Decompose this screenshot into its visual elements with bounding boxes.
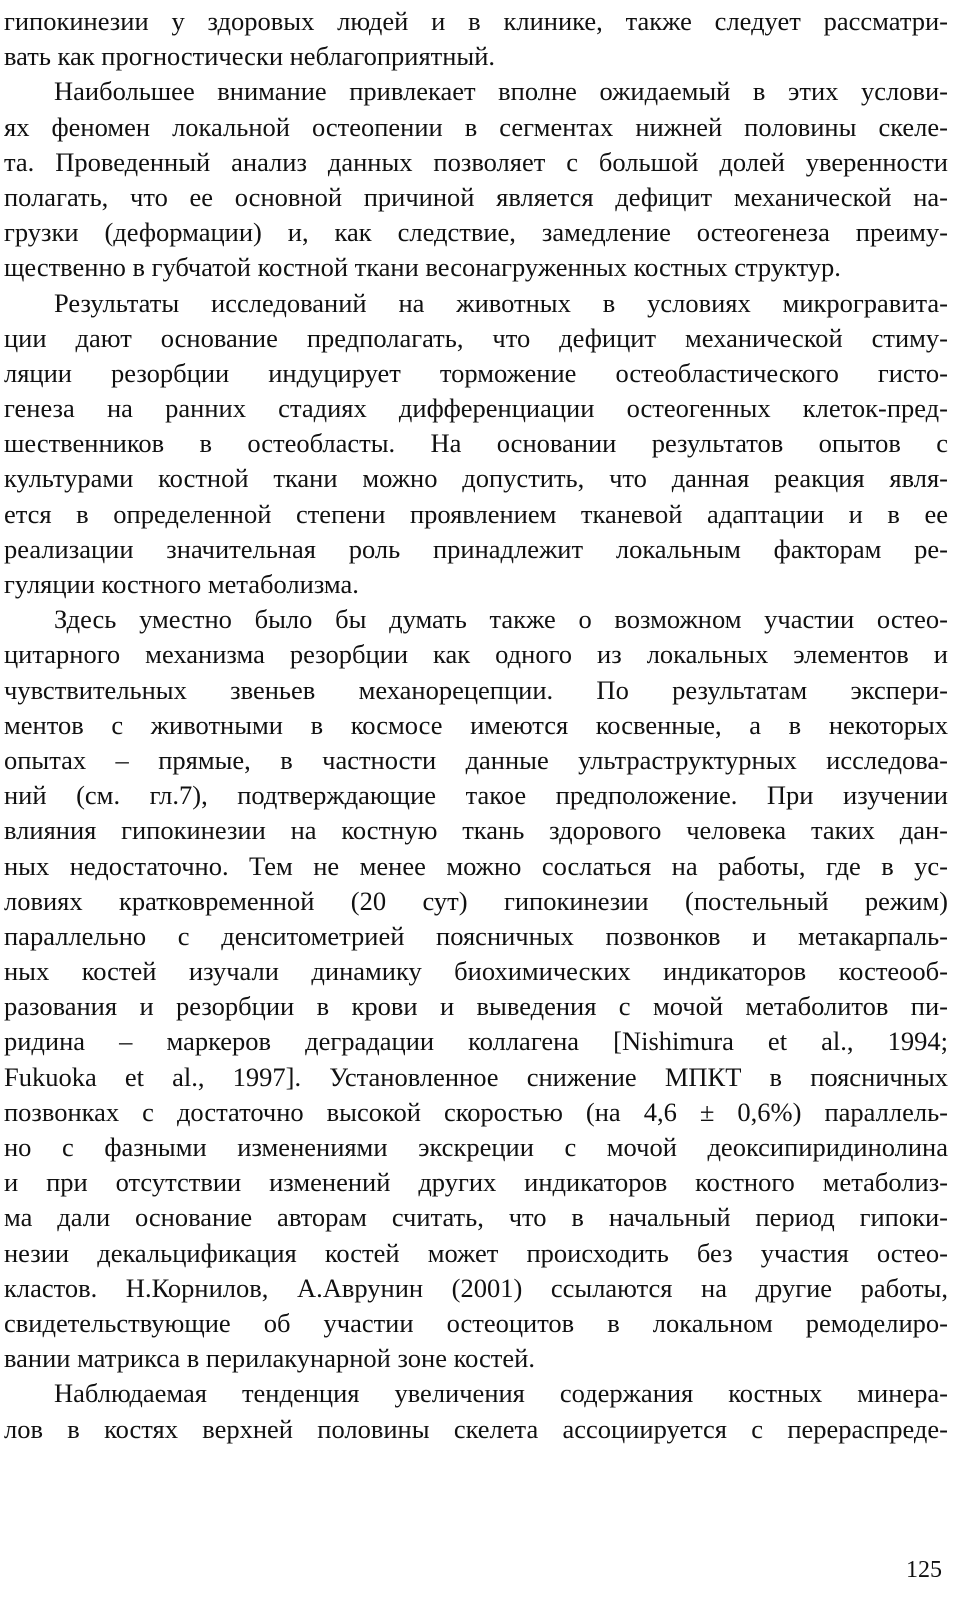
text-line: щественно в губчатой костной ткани весонагруженных костных структур. <box>4 252 841 283</box>
text-line: Результаты исследований на животных в условиях микрогравита- <box>54 287 948 318</box>
text-line: разования и резорбции в крови и выведения с мочой метаболитов пи- <box>4 991 948 1022</box>
text-line: вать как прогностически неблагоприятный. <box>4 41 496 72</box>
text-line: ции дают основание предполагать, что дефицит механической стиму- <box>4 322 948 353</box>
text-line: параллельно с денситометрией поясничных позвонков и метакарпаль- <box>4 920 948 951</box>
text-line: ях феномен локальной остеопении в сегментах нижней половины скеле- <box>4 111 948 142</box>
text-line: гипокинезии у здоровых людей и в клинике, также следует рассматри- <box>4 6 948 36</box>
text-line: Fukuoka et al., 1997]. Установленное снижение МПКТ в поясничных <box>4 1061 948 1092</box>
text-line: ется в определенной степени проявлением тканевой адаптации и в ее <box>4 498 948 529</box>
text-line: ловиях кратковременной (20 сут) гипокинезии (постельный режим) <box>4 885 948 916</box>
text-line: чувствительных звеньев механорецепции. По результатам экспери- <box>4 674 948 705</box>
text-line: полагать, что ее основной причиной является дефицит механической на- <box>4 181 948 212</box>
text-line: кластов. Н.Корнилов, А.Аврунин (2001) ссылаются на другие работы, <box>4 1272 948 1303</box>
text-line: влияния гипокинезии на костную ткань здорового человека таких дан- <box>4 815 948 846</box>
text-line: генеза на ранних стадиях дифференциации остеогенных клеток-пред- <box>4 393 948 424</box>
text-line: вании матрикса в перилакунарной зоне костей. <box>4 1343 535 1374</box>
text-line: лов в костях верхней половины скелета ассоциируется с перераспреде- <box>4 1413 948 1444</box>
text-line: шественников в остеобласты. На основании результатов опытов с <box>4 428 948 459</box>
text-line: ридина – маркеров деградации коллагена [Nishimura et al., 1994; <box>4 1026 948 1057</box>
text-line: культурами костной ткани можно допустить, что данная реакция явля- <box>4 463 948 494</box>
text-line: та. Проведенный анализ данных позволяет с большой долей уверенности <box>4 146 948 177</box>
text-line: Здесь уместно было бы думать также о возможном участии остео- <box>54 604 948 635</box>
text-line: гуляции костного метаболизма. <box>4 569 359 599</box>
text-line: ляции резорбции индуцирует торможение остеобластического гисто- <box>4 357 948 388</box>
text-line: опытах – прямые, в частности данные ультраструктурных исследова- <box>4 744 948 775</box>
text-line: незии декальцификация костей может происходить без участия остео- <box>4 1237 948 1268</box>
text-line: Наблюдаемая тенденция увеличения содержания костных минера- <box>54 1378 948 1409</box>
text-line: ментов с животными в космосе имеются косвенные, а в некоторых <box>4 709 948 740</box>
text-line: и при отсутствии изменений других индикаторов костного метаболиз- <box>4 1167 948 1198</box>
text-line: ных недостаточно. Тем не менее можно сослаться на работы, где в ус- <box>4 850 948 881</box>
text-line: ных костей изучали динамику биохимических индикаторов костеооб- <box>4 956 948 987</box>
text-line: грузки (деформации) и, как следствие, замедление остеогенеза преиму- <box>4 217 948 248</box>
body-text <box>4 4 948 1447</box>
text-line: но с фазными изменениями экскреции с мочой деоксипиридинолина <box>4 1132 948 1162</box>
text-line: цитарного механизма резорбции как одного из локальных элементов и <box>4 639 948 670</box>
text-line: ма дали основание авторам считать, что в начальный период гипоки- <box>4 1202 948 1233</box>
text-line: Наибольшее внимание привлекает вполне ожидаемый в этих услови- <box>54 76 948 107</box>
text-line: ний (см. гл.7), подтверждающие такое предположение. При изучении <box>4 780 948 811</box>
text-line: свидетельствующие об участии остеоцитов в локальном ремоделиро- <box>4 1307 948 1338</box>
text-line: позвонках с достаточно высокой скоростью (на 4,6 ± 0,6%) параллель- <box>4 1096 948 1127</box>
page-number: 125 <box>906 1557 942 1583</box>
text-line: реализации значительная роль принадлежит локальным факторам ре- <box>4 533 948 564</box>
